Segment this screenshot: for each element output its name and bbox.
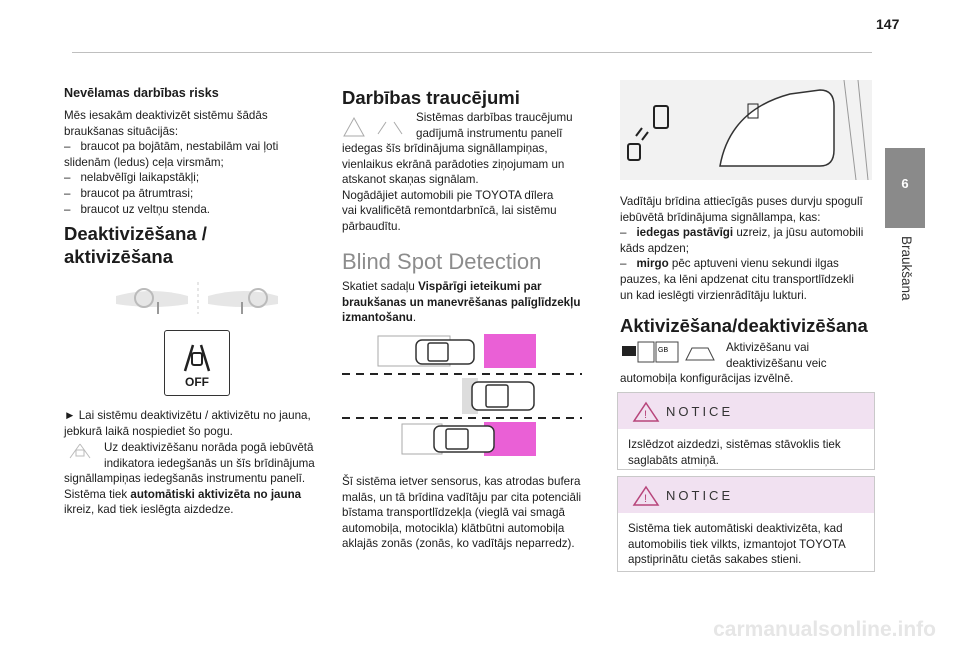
car-top — [416, 340, 474, 364]
notice-box-2: ! NOTICE Sistēma tiek automātiski deaktivizēta, kad automobilis tiek vilkts, izmantojot TOYOTA apstiprinātu cietās sakabes stieni. — [617, 476, 875, 572]
fault-warning-icons — [342, 116, 408, 138]
warning-triangle-icon — [632, 485, 660, 507]
indicator-text: Uz deaktivizēšanu norāda pogā iebūvētā indikatora iedegšanās un šīs brīdinājuma — [104, 441, 315, 470]
heading-faults: Darbības traucējumi — [342, 87, 520, 108]
faults-text-a: Sistēmas darbības traucējumu gadījumā instrumentu panelī — [416, 111, 573, 140]
bsd-description: Šī sistēma ietver sensorus, kas atrodas bufera malās, un tā brīdina vadītāju par cita potenciāli bīstama transportlīdzekļa (vieglā vai smagā automobiļa, motocikla) klātbūtni automobiļa aklajās zonās (zonās, ko vadītājs neparredz). — [342, 475, 582, 551]
instruction-text: ► Lai sistēmu deaktivizētu / aktivizētu no jauna, jebkurā laikā nospiediet šo pogu. — [64, 409, 311, 438]
svg-text:!: ! — [644, 493, 648, 505]
top-rule — [72, 52, 872, 53]
car-rear — [434, 426, 494, 452]
heading-bsd: Blind Spot Detection — [342, 249, 542, 274]
mirror-text: Vadītāju brīdina attiecīgās puses durvju spogulī iebūvētā brīdinājuma signāllampa, kas: – iedegas pastāvīgi uzreiz, ja jūsu automobili kāds apdzen; – mirgo pēc aptuveni vienu sekundi ilgas pauzes, ka lēni apdzenat citu transportlīdzekli un kad ieslēgti virzienrādītāju lukturi. — [620, 195, 864, 302]
reference-text: Skatiet sadaļu Vispārīgi ieteikumi par braukšanas un manevrēšanas palīglīdzekļu izmantošanu. — [342, 280, 581, 325]
ego-car — [472, 382, 534, 410]
auto-reactivation-text: signāllampiņas iedegšanās instrumentu panelī. Sistēma tiek automātiski aktivizēta no jauna ikreiz, kad tiek ieslēgta aizdedze. — [64, 472, 306, 517]
heading-risks: Nevēlamas darbības risks — [64, 86, 219, 100]
svg-text:!: ! — [644, 409, 648, 421]
heading-deactivation: Deaktivizēšana / aktivizēšana — [64, 223, 207, 267]
mirror-illustration — [620, 80, 872, 180]
activation-text-b: automobiļa konfigurācijas izvēlnē. — [620, 372, 794, 385]
chapter-title: Braukšana — [899, 236, 914, 301]
notice-label: NOTICE — [666, 488, 734, 503]
chapter-number: 6 — [901, 176, 909, 191]
notice-box-1: ! NOTICE Izslēdzot aizdedzi, sistēmas stāvoklis tiek saglabāts atmiņā. — [617, 392, 875, 470]
blind-spot-diagram — [342, 332, 582, 462]
page-number: 147 — [876, 16, 900, 32]
svg-text:GB: GB — [658, 347, 669, 354]
dashboard-illustration — [112, 280, 282, 316]
heading-activation: Aktivizēšana/deaktivizēšana — [620, 315, 868, 336]
off-label: OFF — [185, 375, 209, 389]
settings-icons — [620, 340, 716, 364]
footer-watermark: carmanualsonline.info — [713, 618, 936, 641]
faults-text-b: iedegas šīs brīdinājuma signāllampiņas, vienlaikus ekrānā parādoties ziņojumam un atskanot skaņas signālam. Nogādājiet automobili pie TOYOTA dīlera vai kvalificētā remontdarbnīcā, lai sistēmu pārbaudītu. — [342, 142, 565, 233]
warning-triangle-icon — [632, 401, 660, 423]
off-button[interactable] — [164, 330, 230, 396]
warning-car-icon — [66, 442, 94, 460]
notice-label: NOTICE — [666, 404, 734, 419]
activation-text-a: Aktivizēšanu vai deaktivizēšanu veic — [726, 341, 827, 370]
blind-spot-icon — [165, 339, 229, 379]
risks-text: Mēs iesakām deaktivizēt sistēmu šādās braukšanas situācijās: – braucot pa bojātām, nestabilām vai ļoti slidenām (ledus) ceļa virsmām; – nelabvēlīgi laikapstākļi; – braucot pa ātrumtrasi; – braucot uz veltņu stenda. — [64, 109, 279, 216]
